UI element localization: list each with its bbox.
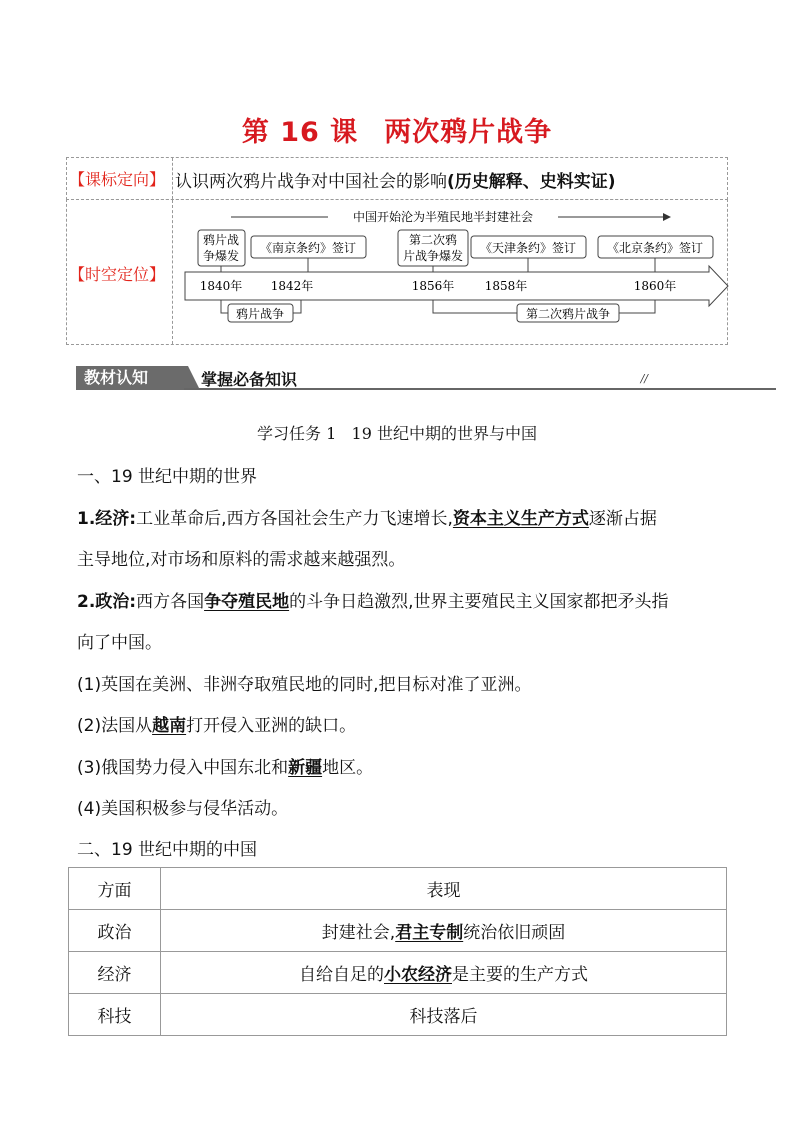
politics-line-1 [77,587,669,612]
task-heading [0,421,794,444]
year-1840: 1840年 [199,279,243,293]
curriculum-text [175,167,616,192]
year-1858: 1858年 [484,279,528,293]
list-item [77,794,288,819]
section-header [76,366,776,392]
event-box-1858: 《天津条约》签订 [479,241,577,255]
curriculum-box [66,157,728,200]
lesson-number: 第 16 课 [241,117,359,148]
economy-num: 1.经济: [77,509,137,529]
cell-pre: 自给自足的 [299,965,384,985]
timeline-label: 【时空定位】 [69,265,166,284]
timeline-banner: 中国开始沦为半殖民地半封建社会 [352,210,534,224]
curriculum-label: 【课标定向】 [69,170,166,189]
section-mark: // [640,372,648,385]
economy-key: 资本主义生产方式 [452,509,589,529]
table-cell-detail [161,952,727,994]
economy-pre: 工业革命后,西方各国社会生产力飞速增长, [136,509,453,529]
table-row [69,910,727,952]
section-tag: 教材认知 [76,366,184,390]
politics-line-2: 向了中国。 [77,633,162,653]
cell-pre: 封建社会, [321,923,396,943]
timeline-diagram [173,200,733,344]
cell-post: 统治依旧顽固 [463,923,566,943]
table-row [69,952,727,994]
event-box-1860: 《北京条约》签订 [606,241,704,255]
task-title: 19 世纪中期的世界与中国 [351,424,537,443]
cell-pre: 科技落后 [409,1007,478,1027]
politics-pre: 西方各国 [136,592,205,612]
item-text-post: 打开侵入亚洲的缺口。 [186,716,357,736]
lesson-title [0,110,794,149]
table-cell-detail [161,994,727,1036]
year-1842: 1842年 [270,279,314,293]
china-table [68,867,727,1036]
curriculum-main: 认识两次鸦片战争对中国社会的影响 [175,172,447,192]
event-box-1842: 《南京条约》签订 [259,241,357,255]
event-box-line-1856a: 第二次鸦 [408,233,458,247]
period-opium-war: 鸦片战争 [235,307,285,321]
cell-key: 小农经济 [384,965,452,985]
event-box-line-1840b: 争爆发 [202,249,240,263]
section-divider [184,388,776,390]
heading-world: 一、19 世纪中期的世界 [77,467,258,487]
list-item [77,753,373,778]
item-text: (4)美国积极参与侵华活动。 [77,799,289,819]
table-header-row [69,868,727,910]
curriculum-highlight: (历史解释、史料实证) [447,172,616,192]
politics-post: 的斗争日趋激烈,世界主要殖民主义国家都把矛头指 [289,592,669,612]
table-cell-detail [161,910,727,952]
section-title: 掌握必备知识 [201,370,298,389]
table-cell-aspect: 政治 [69,910,161,952]
item-key: 越南 [152,716,187,736]
event-box-line-1840a: 鸦片战 [202,233,240,247]
table-cell-aspect: 科技 [69,994,161,1036]
economy-line-1 [77,504,657,529]
event-box-line-1856b: 片战争爆发 [402,249,464,263]
cell-post: 是主要的生产方式 [452,965,588,985]
lesson-name: 两次鸦片战争 [384,117,553,148]
table-cell-aspect: 经济 [69,952,161,994]
cell-key: 君主专制 [395,923,464,943]
politics-key: 争夺殖民地 [204,592,290,612]
section-tag-arrow-icon [174,366,200,390]
item-text: (1)英国在美洲、非洲夺取殖民地的同时,把目标对准了亚洲。 [77,675,532,695]
economy-line-2: 主导地位,对市场和原料的需求越来越强烈。 [77,550,406,570]
list-item [77,670,531,695]
item-text: (3)俄国势力侵入中国东北和 [77,758,289,778]
timeline-box [66,199,728,345]
period-second-opium-war: 第二次鸦片战争 [525,307,611,321]
year-1856: 1856年 [411,279,455,293]
table-header: 表现 [161,868,727,910]
table-row [69,994,727,1036]
task-label: 学习任务 1 [257,424,337,443]
item-text-post: 地区。 [322,758,374,778]
table-header: 方面 [69,868,161,910]
politics-num: 2.政治: [77,592,137,612]
item-text: (2)法国从 [77,716,153,736]
item-key: 新疆 [288,758,323,778]
economy-post: 逐渐占据 [588,509,657,529]
list-item [77,711,356,736]
heading-china: 二、19 世纪中期的中国 [77,840,258,860]
year-1860: 1860年 [633,279,677,293]
